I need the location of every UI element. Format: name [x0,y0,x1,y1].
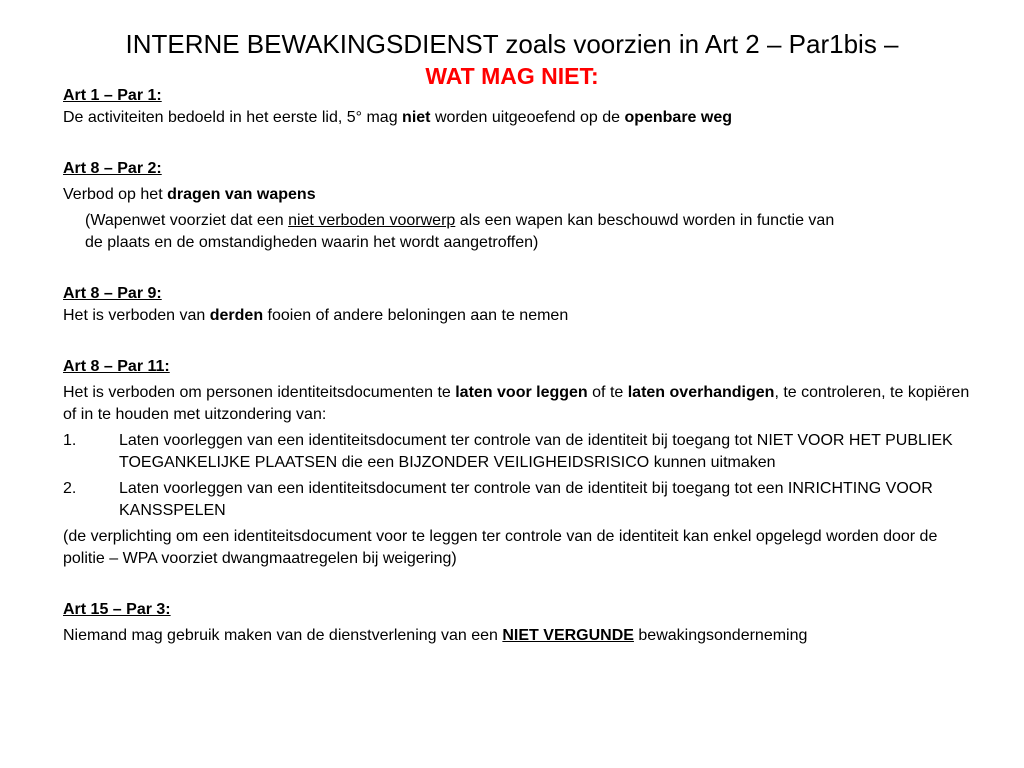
section-text [63,382,973,426]
section-heading: Art 8 – Par 11: [63,358,170,375]
bold-run [502,627,634,644]
list-item-text: Laten voorleggen van een identiteitsdocument ter controle van de identiteit bij toegang tot een INRICHTING VOOR KANSSPELEN [119,480,933,519]
bold-run: dragen van wapens [167,186,316,203]
section-heading: Art 15 – Par 3: [63,601,171,618]
bold-run: derden [209,307,264,324]
section-text [63,107,973,129]
section-heading: Art 1 – Par 1: [63,87,162,104]
section-note [63,210,845,254]
list-number: 2. [63,480,77,497]
section-art8-par11 [63,356,973,570]
text-run: Het is verboden om personen identiteitsdocumenten te [63,384,456,401]
text-run: fooien of andere beloningen aan te nemen [263,307,569,324]
text-run: of te [587,384,628,401]
section-art1-par1 [63,85,973,129]
section-art15-par3 [63,599,973,647]
exception-list [63,430,973,522]
text-run: Niemand mag gebruik maken van de dienstverlening van een [63,627,503,644]
bold-run: niet [402,109,431,126]
list-item-text: Laten voorleggen van een identiteitsdocument ter controle van de identiteit bij toegang tot NIET VOOR HET PUBLIEK TOEGANKELIJKE PLAATSEN die een BIJZONDER VEILIGHEIDSRISICO kunnen uitmaken [119,432,953,471]
list-item [63,430,973,474]
section-text [63,305,973,327]
section-art8-par9 [63,283,973,327]
text-run: Verbod op het [63,186,168,203]
title-line-1: INTERNE BEWAKINGSDIENST zoals voorzien in Art 2 – Par1bis – [125,29,899,59]
section-heading: Art 8 – Par 2: [63,160,162,177]
list-item [63,478,973,522]
text-run: (Wapenwet voorziet dat een [85,212,289,229]
section-heading: Art 8 – Par 9: [63,285,162,302]
text-run: , te controleren, te kopiëren of in te houden met uitzondering van: [63,384,970,423]
section-art8-par2 [63,158,973,254]
text-run: worden uitgeoefend op de [430,109,625,126]
underlined-run: niet verboden voorwerp [288,212,456,229]
section-note: (de verplichting om een identiteitsdocument voor te leggen ter controle van de identiteit kan enkel opgelegd worden door de politie – WPA voorziet dwangmaatregelen bij weigering) [63,528,938,567]
text-run: als een wapen kan beschouwd worden in functie van de plaats en de omstandigheden waarin het wordt aangetroffen) [85,212,835,251]
text-run: Het is verboden van [63,307,210,324]
title-line-2: WAT MAG NIET: [425,63,599,89]
list-number: 1. [63,432,77,449]
underlined-run: NIET VERGUNDE [502,627,634,644]
bold-run: laten voor leggen [455,384,588,401]
slide-content [63,85,973,647]
section-text [63,625,973,647]
slide-title [0,28,1024,92]
bold-run: laten overhandigen [627,384,775,401]
text-run: bewakingsonderneming [633,627,808,644]
bold-run: openbare weg [624,109,733,126]
text-run: De activiteiten bedoeld in het eerste lid, 5° mag [63,109,403,126]
section-text [63,184,973,206]
